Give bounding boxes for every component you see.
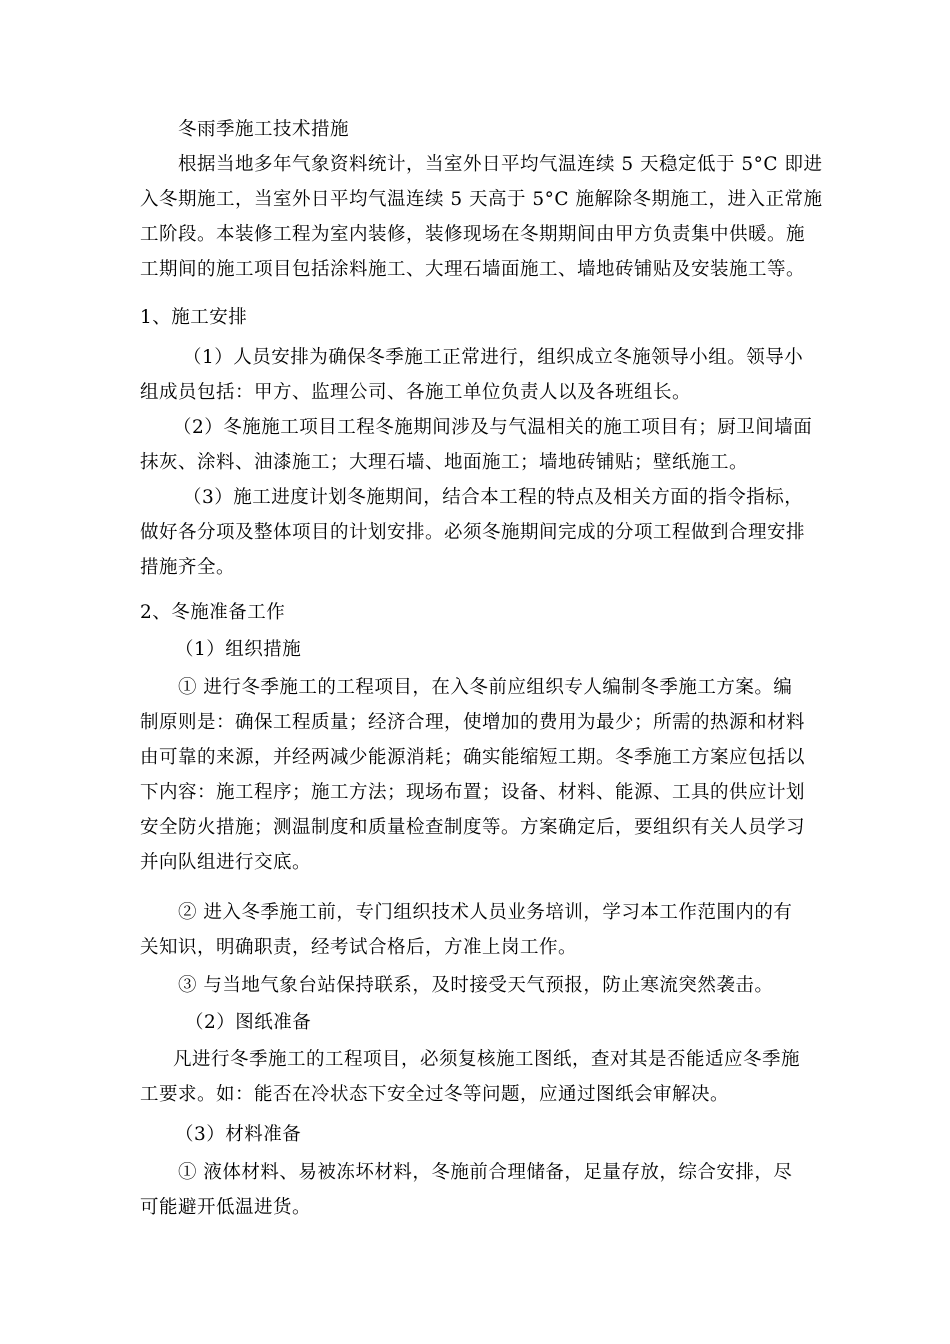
text-line: 入冬期施工，当室外日平均气温连续 5 天高于 5°C 施解除冬期施工，进入正常施 xyxy=(140,189,823,210)
text-line: （1）人员安排为确保冬季施工正常进行，组织成立冬施领导小组。领导小 xyxy=(183,347,804,368)
text-line: 措施齐全。 xyxy=(140,557,236,578)
text-line: 工要求。如：能否在冷状态下安全过冬等问题，应通过图纸会审解决。 xyxy=(140,1084,730,1105)
heading-line: 2、冬施准备工作 xyxy=(140,602,286,623)
text-line: 工期间的施工项目包括涂料施工、大理石墙面施工、墙地砖铺贴及安装施工等。 xyxy=(140,259,806,280)
subsection-heading xyxy=(175,632,301,667)
section1-item2 xyxy=(140,410,812,480)
section2-sub1-paragraph1 xyxy=(140,670,805,880)
text-line: 由可靠的来源，并经两减少能源消耗；确实能缩短工期。冬季施工方案应包括以 xyxy=(140,747,806,768)
section2-sub1-paragraph2 xyxy=(140,895,792,965)
text-line: 可能避开低温进货。 xyxy=(140,1197,312,1218)
text-line: 凡进行冬季施工的工程项目，必须复核施工图纸，查对其是否能适应冬季施 xyxy=(173,1049,801,1070)
section2-sub1-paragraph3 xyxy=(140,968,773,1003)
text-line: 安全防火措施；测温制度和质量检查制度等。方案确定后，要组织有关人员学习 xyxy=(140,817,806,838)
text-line: 抹灰、涂料、油漆施工；大理石墙、地面施工；墙地砖铺贴；壁纸施工。 xyxy=(140,452,749,473)
text-line: 组成员包括：甲方、监理公司、各施工单位负责人以及各班组长。 xyxy=(140,382,692,403)
text-line: ② 进入冬季施工前，专门组织技术人员业务培训，学习本工作范围内的有 xyxy=(178,902,793,923)
text-line: 关知识，明确职责，经考试合格后，方准上岗工作。 xyxy=(140,937,578,958)
title-line: 冬雨季施工技术措施 xyxy=(178,119,350,140)
heading-line: （1）组织措施 xyxy=(175,639,302,660)
section-heading xyxy=(140,595,285,630)
text-line: ③ 与当地气象台站保持联系，及时接受天气预报，防止寒流突然袭击。 xyxy=(178,975,774,996)
text-line: 并向队组进行交底。 xyxy=(140,852,312,873)
text-line: 做好各分项及整体项目的计划安排。必须冬施期间完成的分项工程做到合理安排 xyxy=(140,522,806,543)
subsection-heading xyxy=(175,1117,301,1152)
text-line: 根据当地多年气象资料统计，当室外日平均气温连续 5 天稳定低于 5°C 即进 xyxy=(178,154,823,175)
section1-item3 xyxy=(140,480,805,585)
section2-sub2-paragraph xyxy=(140,1042,800,1112)
text-line: ① 进行冬季施工的工程项目，在入冬前应组织专人编制冬季施工方案。编 xyxy=(178,677,793,698)
text-line: 下内容：施工程序；施工方法；现场布置；设备、材料、能源、工具的供应计划 xyxy=(140,782,806,803)
heading-line: （3）材料准备 xyxy=(175,1124,302,1145)
heading-line: 1、施工安排 xyxy=(140,307,248,328)
intro-paragraph xyxy=(140,147,822,287)
section-heading xyxy=(140,300,247,335)
section2-sub3-paragraph xyxy=(140,1155,792,1225)
section1-item1 xyxy=(140,340,803,410)
subsection-heading xyxy=(185,1005,311,1040)
text-line: 工阶段。本装修工程为室内装修，装修现场在冬期期间由甲方负责集中供暖。施 xyxy=(140,224,806,245)
text-line: 制原则是：确保工程质量；经济合理，使增加的费用为最少；所需的热源和材料 xyxy=(140,712,806,733)
heading-line: （2）图纸准备 xyxy=(185,1012,312,1033)
document-title xyxy=(178,112,349,147)
text-line: ① 液体材料、易被冻坏材料，冬施前合理储备，足量存放，综合安排，尽 xyxy=(178,1162,793,1183)
text-line: （3）施工进度计划冬施期间，结合本工程的特点及相关方面的指令指标， xyxy=(183,487,804,508)
text-line: （2）冬施施工项目工程冬施期间涉及与气温相关的施工项目有；厨卫间墙面 xyxy=(173,417,813,438)
